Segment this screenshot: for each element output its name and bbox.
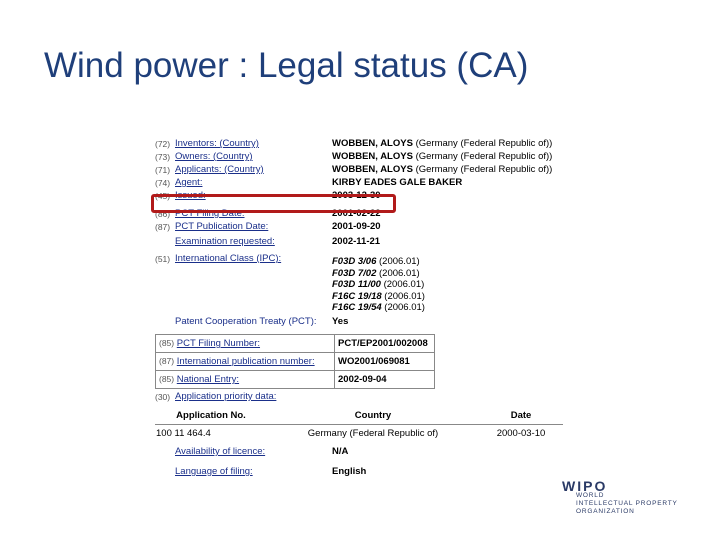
field-licence [150,446,570,458]
field-label-link[interactable]: International Class (IPC): [175,253,282,264]
logo-line: ORGANIZATION [576,508,635,515]
field-label-link[interactable]: Inventors: (Country) [175,138,259,149]
field-inventors [150,138,570,150]
column-header: Date [479,408,563,425]
field-code: (87) [155,222,171,232]
field-language [150,466,570,478]
pct-label-link[interactable]: PCT Filing Number: [176,338,261,349]
pct-label-cell: (85) PCT Filing Number: [156,335,335,353]
field-value: 2001-02-22 [332,208,381,219]
field-code: (73) [155,152,171,162]
pct-label-link[interactable]: National Entry: [176,374,240,385]
field-examination-requested [150,236,570,248]
field-agent [150,177,570,189]
field-code: (71) [155,165,171,175]
field-value: WOBBEN, ALOYS (Germany (Federal Republic of)) [332,138,553,149]
table-row [156,335,435,353]
field-pct-treaty [150,316,570,328]
field-value: Yes [332,316,349,327]
field-code: (86) [155,209,171,219]
field-value: WOBBEN, ALOYS (Germany (Federal Republic of)) [332,164,553,175]
pct-value-cell: PCT/EP2001/002008 [335,335,435,353]
field-value: 2003-12-30 [332,190,381,201]
field-code: (74) [155,178,171,188]
patent-record [150,138,570,488]
table-row [156,353,435,371]
field-priority [150,391,570,403]
field-label-link[interactable]: Applicants: (Country) [175,164,264,175]
ipc-class: F16C 19/18 (2006.01) [332,290,425,302]
table-row [155,425,563,444]
field-label-link[interactable]: Language of filing: [175,466,253,477]
table-cell: Germany (Federal Republic of) [307,428,439,439]
pct-label-cell: (87) International publication number: [156,353,335,371]
ipc-class: F03D 11/00 (2006.01) [332,279,425,290]
column-header: Country [267,408,479,425]
field-label: Patent Cooperation Treaty (PCT): [175,316,317,327]
field-code: (72) [155,139,171,149]
field-value: 2001-09-20 [332,221,381,232]
field-value: N/A [332,446,349,457]
highlight-box [151,194,396,213]
table-cell: 2000-03-10 [496,428,546,439]
field-label-link[interactable]: Examination requested: [175,236,275,247]
logo-line: WORLD [576,492,605,499]
field-label-link[interactable]: Application priority data: [175,391,277,402]
field-applicants [150,164,570,176]
logo-line: INTELLECTUAL PROPERTY [576,500,678,507]
field-code: (51) [155,254,171,264]
ipc-class: F03D 7/02 (2006.01) [332,267,420,279]
table-cell: 100 11 464.4 [156,428,211,439]
field-label-link[interactable]: Agent: [175,177,203,188]
logo-wordmark: WIPO [562,478,608,494]
table-row [156,371,435,389]
pct-table [155,334,435,389]
field-label-link[interactable]: PCT Publication Date: [175,221,269,232]
ipc-class: F16C 19/54 (2006.01) [332,302,425,313]
field-value: WOBBEN, ALOYS (Germany (Federal Republic of)) [332,151,553,162]
pct-value-cell: WO2001/069081 [335,353,435,371]
table-header-row [155,408,563,425]
ipc-class: F03D 3/06 (2006.01) [332,256,420,267]
field-label-link[interactable]: Issued: [175,190,206,201]
field-value: KIRBY EADES GALE BAKER [332,177,463,188]
field-label-link[interactable]: PCT Filing Date: [175,208,245,219]
field-label-link[interactable]: Availability of licence: [175,446,266,457]
field-pct-publication-date [150,221,570,233]
slide-title: Wind power : Legal status (CA) [44,46,529,85]
field-value: 2002-11-21 [332,236,381,247]
field-code: (30) [155,392,171,402]
pct-value-cell: 2002-09-04 [335,371,435,389]
ipc-class-list [332,256,425,314]
field-owners [150,151,570,163]
wipo-logo [562,478,702,518]
field-label-link[interactable]: Owners: (Country) [175,151,253,162]
pct-label-cell: (85) National Entry: [156,371,335,389]
field-code: (45) [155,191,171,201]
column-header: Application No. [155,408,267,425]
priority-table [155,408,563,443]
field-value: English [332,466,367,477]
pct-label-link[interactable]: International publication number: [176,356,315,367]
